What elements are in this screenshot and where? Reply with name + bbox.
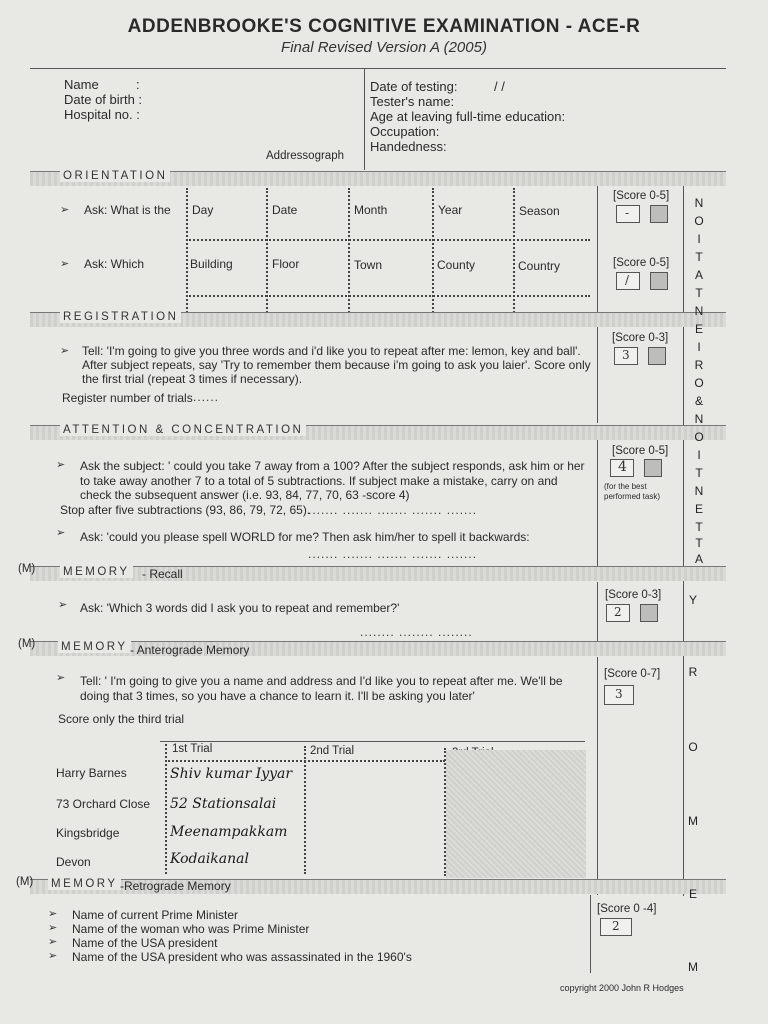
registration-score-box[interactable] xyxy=(614,347,638,365)
divider xyxy=(597,440,598,566)
education-label: Age at leaving full-time education: xyxy=(370,109,566,124)
retrograde-score-box[interactable] xyxy=(600,918,632,936)
trial-header-1: 1st Trial xyxy=(172,743,213,755)
retrograde-item-1: Name of current Prime Minister xyxy=(72,908,239,922)
attention-best-note-1: (for the best xyxy=(604,482,647,491)
divider xyxy=(597,327,598,423)
memory-recall-score-label: [Score 0-3] xyxy=(605,589,662,601)
side-letter: N xyxy=(694,412,704,426)
occupation-label: Occupation: xyxy=(370,124,440,139)
side-letter: T xyxy=(695,286,703,300)
arrow-icon: ➢ xyxy=(48,922,58,934)
side-letter: T xyxy=(695,250,703,264)
side-letter: R xyxy=(694,358,704,372)
registration-line-1: Tell: 'I'm going to give you three words and i'd like you to repeat after me: lemon, key and ball'. xyxy=(82,344,581,358)
dob-label: Date of birth : xyxy=(64,92,143,107)
orientation-date: Date xyxy=(272,203,298,217)
attention-world-line: Ask: 'could you please spell WORLD for me? Then ask him/her to spell it backwards: xyxy=(80,530,530,544)
side-letter: R xyxy=(688,665,698,679)
registration-score-max-box xyxy=(648,347,666,365)
anterograde-score-only: Score only the third trial xyxy=(58,712,185,726)
orientation-country: Country xyxy=(518,259,561,273)
trial1-answer-3: Meenampakkam xyxy=(170,824,288,840)
grid-dotted-line xyxy=(165,744,167,874)
orientation-town: Town xyxy=(354,258,383,272)
grid-dotted-line xyxy=(186,239,590,241)
registration-trials-label: Register number of trials xyxy=(62,391,193,405)
memory-recall-score-box[interactable] xyxy=(606,604,630,622)
orientation-heading: ORIENTATION xyxy=(60,170,170,182)
divider xyxy=(597,582,598,642)
name-colon: : xyxy=(136,77,140,92)
copyright-footer: copyright 2000 John R Hodges xyxy=(560,983,684,993)
tester-name-label: Tester's name: xyxy=(370,94,455,109)
date-slashes: / / xyxy=(494,79,505,94)
attention-stop-line: Stop after five subtractions (93, 86, 79, 72, 65). xyxy=(60,503,311,517)
address-line-1: Harry Barnes xyxy=(56,766,127,780)
side-letter: T xyxy=(695,520,703,534)
memory-anterograde-heading: MEMORY xyxy=(58,641,131,653)
orientation-season: Season xyxy=(519,204,560,218)
address-line-2: 73 Orchard Close xyxy=(56,797,151,811)
side-letter: N xyxy=(694,484,704,498)
attention-line-2: to take away another 7 to a total of 5 subtractions. If subject make a mistake, carry on and xyxy=(80,474,558,488)
side-letter: A xyxy=(694,268,703,282)
arrow-icon: ➢ xyxy=(56,459,66,471)
form-title: ADDENBROOKE'S COGNITIVE EXAMINATION - ACE-R xyxy=(127,16,641,37)
orientation-county: County xyxy=(437,258,476,272)
side-letter: & xyxy=(694,394,703,408)
retrograde-score-label: [Score 0 -4] xyxy=(597,903,657,915)
orientation-prompt-1: Ask: What is the xyxy=(84,203,171,217)
memory-margin-mark: (M) xyxy=(18,563,36,575)
attention-stop-dots: ....... ....... ....... ....... ....... xyxy=(308,503,478,517)
trial1-answer-2: 52 Stationsalai xyxy=(170,796,277,812)
score-value: / xyxy=(625,273,630,287)
addressograph-label: Addressograph xyxy=(266,150,344,162)
memory-retrograde-suffix: -Retrograde Memory xyxy=(120,879,231,893)
date-of-testing-label: Date of testing: xyxy=(370,79,458,94)
attention-score-max-box xyxy=(644,459,662,477)
hospital-label: Hospital no. : xyxy=(64,107,140,122)
orientation-score-box-1[interactable] xyxy=(616,205,640,223)
attention-heading: ATTENTION & CONCENTRATION xyxy=(60,424,306,436)
side-letter: A xyxy=(694,552,703,566)
side-letter: I xyxy=(697,448,701,462)
name-label: Name xyxy=(64,77,99,92)
orientation-score-label-2: [Score 0-5] xyxy=(613,257,670,269)
side-letter: O xyxy=(694,430,704,444)
handedness-label: Handedness: xyxy=(370,139,447,154)
side-letter: T xyxy=(695,536,703,550)
side-letter: E xyxy=(694,502,703,516)
score-value: - xyxy=(625,206,630,220)
orientation-year: Year xyxy=(438,203,463,217)
score-value: 2 xyxy=(612,919,620,933)
divider xyxy=(597,186,598,312)
side-letter: E xyxy=(688,887,697,901)
attention-line-1: Ask the subject: ' could you take 7 away from a 100? After the subject responds, ask him or her xyxy=(80,459,585,473)
orientation-prompt-2: Ask: Which xyxy=(84,257,145,271)
score-value: 3 xyxy=(615,687,623,701)
side-letter: O xyxy=(688,740,698,754)
side-letter: E xyxy=(694,322,703,336)
attention-best-note-2: performed task) xyxy=(604,492,661,501)
orientation-floor: Floor xyxy=(272,257,300,271)
divider xyxy=(30,68,726,69)
arrow-icon: ➢ xyxy=(60,345,70,357)
side-letter: I xyxy=(697,232,701,246)
memory-margin-mark: (M) xyxy=(16,876,34,888)
registration-score-label: [Score 0-3] xyxy=(612,332,669,344)
attention-world-dots: ....... ....... ....... ....... ....... xyxy=(308,547,478,561)
grid-dotted-line xyxy=(165,760,445,762)
side-letter: N xyxy=(694,196,704,210)
orientation-score-max-box xyxy=(650,272,668,290)
arrow-icon: ➢ xyxy=(60,204,70,216)
address-line-4: Devon xyxy=(56,855,91,869)
divider xyxy=(160,741,585,742)
grid-dotted-line xyxy=(186,295,590,297)
arrow-icon: ➢ xyxy=(60,258,70,270)
grid-dotted-line xyxy=(304,746,306,874)
arrow-icon: ➢ xyxy=(56,672,66,684)
arrow-icon: ➢ xyxy=(48,950,58,962)
arrow-icon: ➢ xyxy=(58,599,68,611)
side-letter: I xyxy=(697,340,701,354)
divider xyxy=(683,186,684,896)
side-letter: M xyxy=(688,814,698,828)
divider xyxy=(364,68,365,170)
form-subtitle: Final Revised Version A (2005) xyxy=(281,39,487,56)
address-line-3: Kingsbridge xyxy=(56,826,120,840)
divider xyxy=(590,895,591,973)
registration-line-2: After subject repeats, say 'Try to remember them because i'm going to ask you laier'. Score only xyxy=(82,358,591,372)
arrow-icon: ➢ xyxy=(48,936,58,948)
side-letter: M xyxy=(688,960,698,974)
memory-margin-mark: (M) xyxy=(18,638,36,650)
retrograde-item-2: Name of the woman who was Prime Minister xyxy=(72,922,310,936)
side-letter: N xyxy=(694,304,704,318)
arrow-icon: ➢ xyxy=(56,527,66,539)
memory-anterograde-suffix: - Anterograde Memory xyxy=(130,643,250,657)
memory-recall-band xyxy=(30,566,726,581)
memory-retrograde-heading: MEMORY xyxy=(48,878,121,890)
orientation-score-label-1: [Score 0-5] xyxy=(613,190,670,202)
side-letter: T xyxy=(695,466,703,480)
trial-header-2: 2nd Trial xyxy=(310,745,355,757)
attention-score-box[interactable] xyxy=(610,459,634,477)
side-letter: O xyxy=(694,376,704,390)
arrow-icon: ➢ xyxy=(48,908,58,920)
orientation-score-max-box xyxy=(650,205,668,223)
memory-recall-score-max-box xyxy=(640,604,658,622)
memory-recall-dots: ........ ........ ........ xyxy=(360,625,473,639)
divider xyxy=(597,657,598,895)
memory-recall-prompt: Ask: 'Which 3 words did I ask you to repeat and remember?' xyxy=(80,601,400,615)
anterograde-line-2: doing that 3 times, so you have a chance to learn it. I'll be asking you later' xyxy=(80,689,475,703)
memory-recall-suffix: - Recall xyxy=(142,567,183,581)
third-trial-shaded-area xyxy=(446,750,586,878)
score-value: 3 xyxy=(622,348,630,362)
anterograde-line-1: Tell: ' I'm going to give you a name and address and I'd like you to repeat after me. We'll be xyxy=(80,674,563,688)
orientation-score-box-2[interactable] xyxy=(616,272,640,290)
attention-score-label: [Score 0-5] xyxy=(612,445,669,457)
orientation-day: Day xyxy=(192,203,214,217)
side-letter: Y xyxy=(688,593,697,607)
orientation-month: Month xyxy=(354,203,388,217)
registration-heading: REGISTRATION xyxy=(60,311,181,323)
attention-line-3: check the subsequent answer (i.e. 93, 84, 77, 70, 63 -score 4) xyxy=(80,488,410,502)
retrograde-item-3: Name of the USA president xyxy=(72,936,218,950)
anterograde-score-box[interactable] xyxy=(604,685,634,705)
trial1-answer-4: Kodaikanal xyxy=(170,851,249,867)
anterograde-score-label: [Score 0-7] xyxy=(604,668,661,680)
registration-line-3: the first trial (repeat 3 times if necessary). xyxy=(82,372,303,386)
orientation-building: Building xyxy=(190,257,233,271)
memory-recall-heading: MEMORY xyxy=(60,566,133,578)
side-letter: O xyxy=(694,214,704,228)
retrograde-item-4: Name of the USA president who was assassinated in the 1960's xyxy=(72,950,412,964)
registration-trials-dots: ...... xyxy=(193,390,220,404)
score-value: 2 xyxy=(614,605,622,619)
trial1-answer-1: Shiv kumar Iyyar xyxy=(170,766,293,782)
score-value: 4 xyxy=(618,459,627,475)
